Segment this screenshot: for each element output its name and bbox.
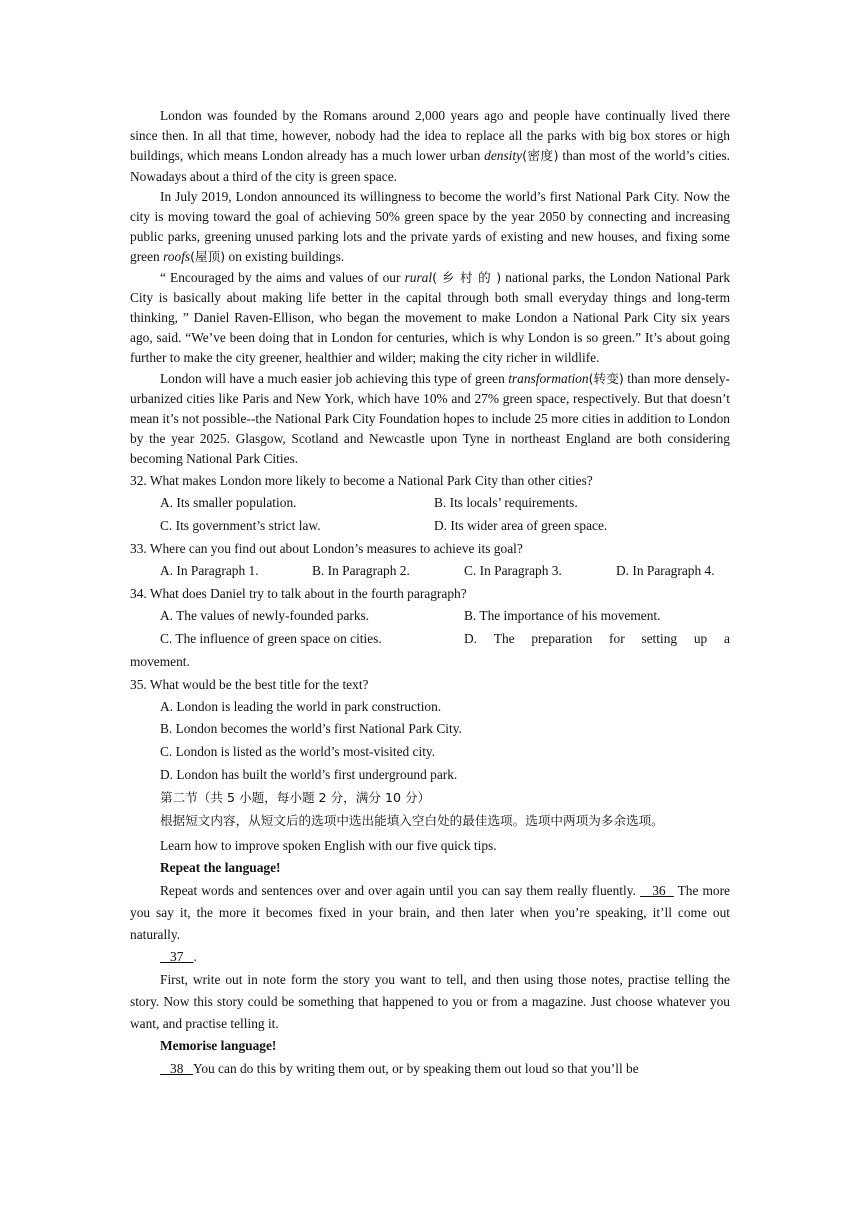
- question-33-option-b[interactable]: B. In Paragraph 2.: [312, 562, 410, 578]
- question-35-option-d[interactable]: D. London has built the world’s first underground park.: [160, 767, 458, 783]
- option-d-word: preparation: [531, 630, 593, 646]
- tip-heading-memorise: Memorise language!: [160, 1038, 277, 1053]
- paragraph-4-text-end: than more densely-urbanized cities like Paris and New York, which have 10% and 27% green space, respectively. But that doesn’t mean it’s not possible--the National Park City Foundation hopes to include 25 more cities in addition to London by the year 2025. Glasgow, Scotland and Newcastle upon Tyne in northeast England are both considering becoming National Park Cities.: [130, 370, 731, 467]
- gloss-transformation: (转变): [588, 370, 624, 386]
- gloss-roofs: (屋顶): [190, 249, 226, 265]
- question-34-option-a[interactable]: A. The values of newly-founded parks.: [160, 607, 370, 623]
- option-d-word: setting: [641, 630, 678, 646]
- option-d-word: a: [723, 630, 730, 646]
- question-34-option-d[interactable]: [464, 628, 730, 651]
- question-33-option-d[interactable]: D. In Paragraph 4.: [616, 562, 715, 578]
- question-33-option-c[interactable]: C. In Paragraph 3.: [464, 562, 562, 578]
- question-35-option-c[interactable]: C. London is listed as the world’s most-visited city.: [160, 744, 436, 760]
- blank-36[interactable]: 36: [640, 883, 674, 899]
- question-34-option-b[interactable]: B. The importance of his movement.: [464, 607, 661, 623]
- question-35-option-a[interactable]: A. London is leading the world in park construction.: [160, 698, 442, 714]
- paragraph-3-text-end: national parks, the London National Park City is basically about making life better in the capital through both small everyday things and long-term thinking, ” Daniel Raven-Ellison, who began the movement to make London a National Park City six years ago, said. “We’ve been doing that in London for centuries, which is why London is so green.” It’s about going further to make the city greener, healthier and wilder; making the city richer in wildlife.: [130, 269, 731, 366]
- paragraph-1-text-end: than most of the world’s cities. Nowadays about a third of the city is green space.: [130, 148, 730, 184]
- term-roofs: roofs: [163, 249, 191, 265]
- option-d-word: The: [493, 630, 515, 646]
- question-35-stem: 35. What would be the best title for the text?: [130, 676, 369, 692]
- tip-paragraph-memorise-text: You can do this by writing them out, or by speaking them out loud so that you’ll be: [192, 1060, 639, 1076]
- question-32-option-d[interactable]: D. Its wider area of green space.: [434, 517, 608, 533]
- question-32-options-row-1: [130, 492, 730, 515]
- section-2-instructions: 根据短文内容，从短文后的选项中选出能填入空白处的最佳选项。选项中两项为多余选项。: [160, 812, 664, 828]
- tip-paragraph-memorise: [130, 1058, 730, 1080]
- question-32-stem: 32. What makes London more likely to become a National Park City than other cities?: [130, 473, 593, 489]
- section-2-intro: Learn how to improve spoken English with our five quick tips.: [160, 837, 497, 853]
- question-34-option-d-continuation: movement.: [130, 653, 190, 669]
- question-35-option-b[interactable]: B. London becomes the world’s first National Park City.: [160, 721, 462, 737]
- paragraph-3-text: “ Encouraged by the aims and values of our: [160, 269, 405, 285]
- paragraph-4: [130, 369, 730, 470]
- blank-37[interactable]: 37: [160, 949, 194, 965]
- question-33-options-row: [130, 560, 730, 583]
- tip-heading-repeat: Repeat the language!: [160, 860, 281, 876]
- paragraph-1-text: London was founded by the Romans around 2,000 years ago and people have continually lived there since then. In all that time, however, nobody had the idea to replace all the parks with big box stores or high buildings, which means London already has a much lower urban: [130, 108, 730, 164]
- question-34-stem: 34. What does Daniel try to talk about in the fourth paragraph?: [130, 586, 467, 602]
- gloss-density: (密度): [522, 148, 559, 164]
- tip-paragraph-repeat: [130, 880, 730, 946]
- option-d-word: D.: [464, 630, 478, 646]
- paragraph-4-text: London will have a much easier job achieving this type of green: [160, 370, 509, 386]
- term-density: density: [484, 148, 523, 164]
- document-page: [130, 106, 730, 1080]
- option-d-word: for: [609, 630, 625, 646]
- blank-38[interactable]: 38: [160, 1060, 193, 1076]
- question-32-option-b[interactable]: B. Its locals’ requirements.: [434, 494, 578, 510]
- section-2-heading: 第二节（共 5 小题，每小题 2 分，满分 10 分）: [160, 789, 431, 805]
- option-d-word: up: [693, 630, 708, 646]
- question-32-option-c[interactable]: C. Its government’s strict law.: [160, 517, 321, 533]
- tip-paragraph-story: First, write out in note form the story you want to tell, and then using those notes, practise telling the story. Now this story could be something that happened to you or from a magazine. Just choose whatever you want, and practise telling it.: [130, 972, 730, 1031]
- paragraph-2-text: In July 2019, London announced its willingness to become the world’s first National Park City. Now the city is moving toward the goal of achieving 50% green space by the year 2050 by connecting and increasing public parks, greening unused parking lots and the private yards of existing and new houses, and fixing some green: [130, 188, 730, 265]
- blank-37-period: .: [193, 949, 197, 965]
- question-34-options-row-1: [130, 605, 730, 628]
- tip-paragraph-repeat-text: Repeat words and sentences over and over again until you can say them really fluently.: [160, 883, 640, 899]
- question-34-option-c[interactable]: C. The influence of green space on cities.: [160, 630, 382, 646]
- paragraph-1: [130, 106, 730, 187]
- term-transformation: transformation: [508, 370, 589, 386]
- question-33-option-a[interactable]: A. In Paragraph 1.: [160, 562, 259, 578]
- paragraph-3: [130, 268, 730, 369]
- question-32-options-row-2: [130, 515, 730, 538]
- term-rural: rural: [404, 269, 433, 285]
- question-34-options-row-2: [130, 628, 730, 651]
- gloss-rural: ( 乡 村 的 ): [432, 269, 502, 285]
- tip-paragraph-repeat-text-end: The more you say it, the more it becomes fixed in your brain, and then later when you’re speaking, it’ll come out naturally.: [130, 883, 730, 943]
- blank-37-line: [130, 946, 730, 969]
- paragraph-2: [130, 187, 730, 268]
- question-33-stem: 33. Where can you find out about London’s measures to achieve its goal?: [130, 540, 523, 556]
- question-32-option-a[interactable]: A. Its smaller population.: [160, 494, 297, 510]
- paragraph-2-text-end: on existing buildings.: [225, 249, 345, 265]
